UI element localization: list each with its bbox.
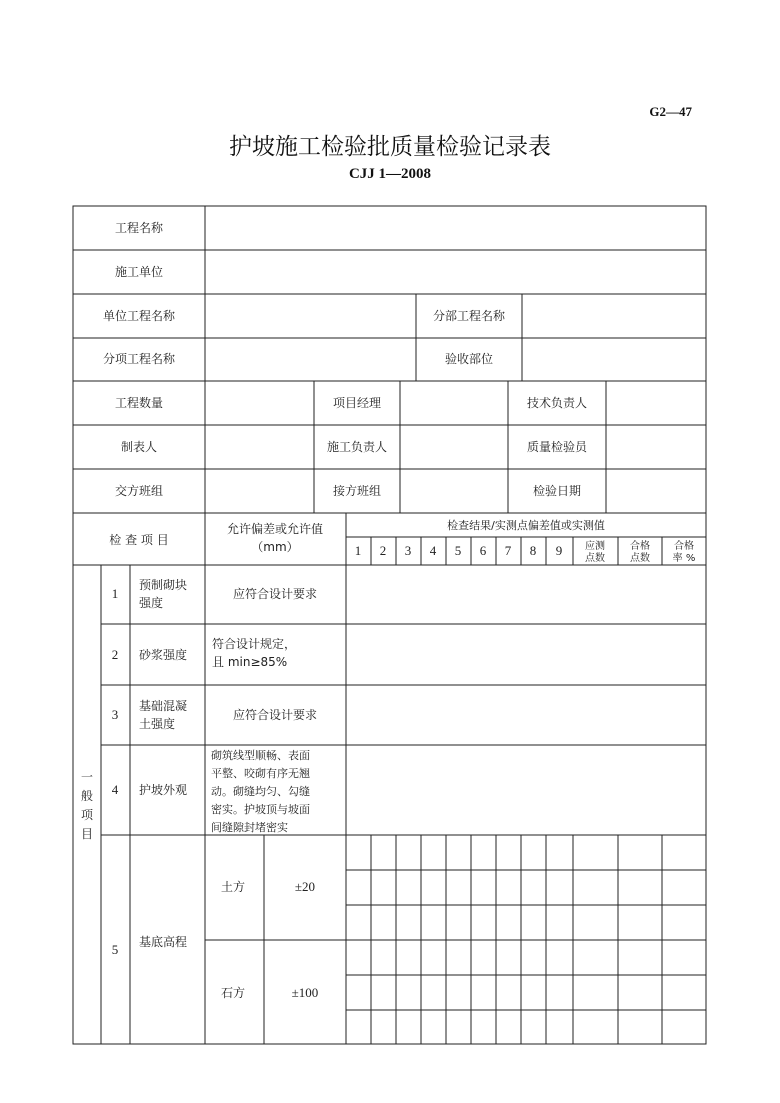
label-construction-unit: 施工单位: [114, 265, 164, 279]
label-sub-project-name: 分部工程名称: [432, 309, 506, 323]
label-tech-lead: 技术负责人: [526, 396, 588, 410]
point-9: 9: [555, 543, 563, 558]
svg-text:目: 目: [80, 827, 94, 841]
point-8: 8: [529, 543, 537, 558]
svg-text:密实。护坡顶与坡面: 密实。护坡顶与坡面: [211, 803, 310, 816]
subrow-earth: 土方: [220, 880, 246, 894]
svg-text:平整、咬砌有序无翘: 平整、咬砌有序无翘: [211, 767, 310, 780]
label-tolerance: 允许偏差或允许值: [226, 522, 324, 536]
label-pass-rate: 合格: [674, 541, 694, 552]
svg-text:项: 项: [80, 808, 94, 822]
svg-text:护坡外观: 护坡外观: [139, 783, 188, 797]
svg-text:1: 1: [111, 586, 119, 601]
label-pass-points: 合格: [630, 541, 650, 552]
label-unit-project-name: 单位工程名称: [102, 309, 176, 323]
tolerance-earth: ±20: [294, 879, 316, 894]
svg-text:基础混凝: 基础混凝: [139, 699, 188, 713]
svg-text:一: 一: [80, 770, 94, 784]
table-grid: [73, 206, 706, 1044]
svg-text:且 min≥85%: 且 min≥85%: [212, 655, 288, 669]
svg-text:砂浆强度: 砂浆强度: [139, 648, 188, 662]
svg-text:4: 4: [111, 782, 119, 797]
svg-text:基底高程: 基底高程: [139, 935, 188, 949]
tolerance-rock: ±100: [291, 985, 319, 1000]
label-receiving-team: 接方班组: [332, 484, 382, 498]
item-row-2: [112, 636, 296, 669]
label-preparer: 制表人: [120, 440, 158, 454]
svg-text:应符合设计要求: 应符合设计要求: [232, 708, 318, 722]
subrow-rock: 石方: [220, 986, 246, 1000]
label-construction-lead: 施工负责人: [326, 440, 388, 454]
point-6: 6: [479, 543, 487, 558]
label-should-measure: 应测: [585, 541, 605, 552]
svg-text:强度: 强度: [139, 596, 164, 610]
label-acceptance-part: 验收部位: [444, 352, 494, 366]
svg-text:符合设计规定，: 符合设计规定，: [212, 637, 297, 651]
standard-code: CJJ 1—2008: [348, 166, 432, 182]
point-3: 3: [404, 543, 412, 558]
item-row-4: [112, 748, 310, 834]
point-4: 4: [429, 543, 437, 558]
label-quality-inspector: 质量检验员: [526, 440, 588, 454]
svg-text:3: 3: [111, 707, 119, 722]
label-project-manager: 项目经理: [332, 396, 382, 410]
label-should-measure-2: 点数: [585, 553, 605, 564]
svg-text:间缝隙封堵密实: 间缝隙封堵密实: [211, 821, 288, 834]
form-code: G2—47: [649, 104, 692, 119]
point-2: 2: [379, 543, 387, 558]
label-inspection-date: 检验日期: [532, 484, 582, 498]
point-number-headers: [355, 543, 563, 558]
label-handover-team: 交方班组: [114, 484, 164, 498]
label-project-name: 工程名称: [114, 221, 164, 235]
page-title: 护坡施工检验批质量检验记录表: [229, 134, 551, 160]
general-items-label: [81, 770, 94, 841]
item-row-1: [112, 577, 317, 610]
point-7: 7: [504, 543, 512, 558]
svg-text:应符合设计要求: 应符合设计要求: [232, 587, 318, 601]
svg-text:动。砌缝均匀、勾缝: 动。砌缝均匀、勾缝: [211, 785, 310, 798]
svg-text:2: 2: [111, 647, 119, 662]
label-pass-rate-2: 率 %: [672, 553, 696, 564]
label-tolerance-unit: （mm）: [251, 540, 299, 554]
item-row-3: [112, 698, 317, 731]
label-quantity: 工程数量: [114, 396, 164, 410]
label-pass-points-2: 点数: [630, 553, 650, 564]
label-results: 检查结果/实测点偏差值或实测值: [447, 519, 605, 532]
point-1: 1: [354, 543, 362, 558]
svg-text:预制砌块: 预制砌块: [139, 578, 188, 592]
svg-text:5: 5: [111, 942, 119, 957]
label-item-project-name: 分项工程名称: [102, 352, 176, 366]
point-5: 5: [454, 543, 462, 558]
label-check-item: 检 查 项 目: [109, 533, 169, 547]
svg-text:砌筑线型顺畅、表面: 砌筑线型顺畅、表面: [211, 749, 310, 762]
svg-text:般: 般: [80, 789, 94, 803]
svg-text:土强度: 土强度: [139, 717, 176, 731]
